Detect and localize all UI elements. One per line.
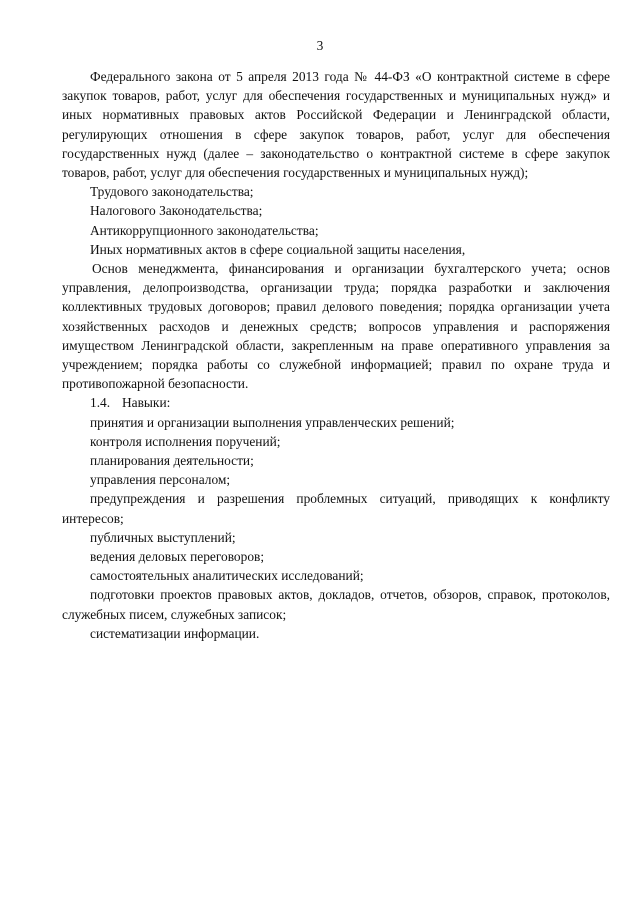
skill-item: предупреждения и разрешения проблемных ситуаций, приводящих к конфликту интересов; <box>62 491 610 526</box>
skill-item: самостоятельных аналитических исследований; <box>90 568 364 584</box>
skill-item: принятия и организации выполнения управленческих решений; <box>90 414 455 430</box>
document-body <box>62 67 610 643</box>
skill-item: систематизации информации. <box>90 625 260 641</box>
basics-paragraph: Основ менеджмента, финансирования и организации бухгалтерского учета; основ управления, делопроизводства, организации труда; порядка разработки и заключения коллективных трудовых договоров; правил делового поведения; порядка организации учета хозяйственных расходов и денежных средств; вопросов управления и распоряжения имуществом Ленинградской области, закрепленным на праве оперативного управления за учреждением; порядка работы со служебной информацией; правил по охране труда и противопожарной безопасности. <box>62 261 610 392</box>
skill-item: контроля исполнения поручений; <box>90 433 281 449</box>
skill-item: подготовки проектов правовых актов, докладов, отчетов, обзоров, справок, протоколов, служебных писем, служебных записок; <box>62 587 610 622</box>
skill-item: управления персоналом; <box>90 472 231 488</box>
skill-item: ведения деловых переговоров; <box>90 549 265 565</box>
law-item: Налогового Законодательства; <box>90 203 263 219</box>
section-title: Навыки: <box>122 395 171 411</box>
page-number: 3 <box>316 38 324 53</box>
skill-item: планирования деятельности; <box>90 453 254 469</box>
law-item: Трудового законодательства; <box>90 184 254 200</box>
intro-paragraph: Федерального закона от 5 апреля 2013 года № 44-ФЗ «О контрактной системе в сфере закупок товаров, работ, услуг для обеспечения государственных и муниципальных нужд» и иных нормативных правовых актов Российской Федерации и Ленинградской области, регулирующих отношения в сфере закупок товаров, работ, услуг для обеспечения государственных нужд (далее – законодательство о контрактной системе в сфере закупок товаров, работ, услуг для обеспечения государственных и муниципальных нужд); <box>62 69 610 181</box>
skill-item: публичных выступлений; <box>90 529 236 545</box>
law-item: Антикоррупционного законодательства; <box>90 222 319 238</box>
section-number: 1.4. <box>90 395 111 411</box>
skills-section-heading <box>62 393 610 412</box>
law-item: Иных нормативных актов в сфере социальной защиты населения, <box>90 241 466 257</box>
